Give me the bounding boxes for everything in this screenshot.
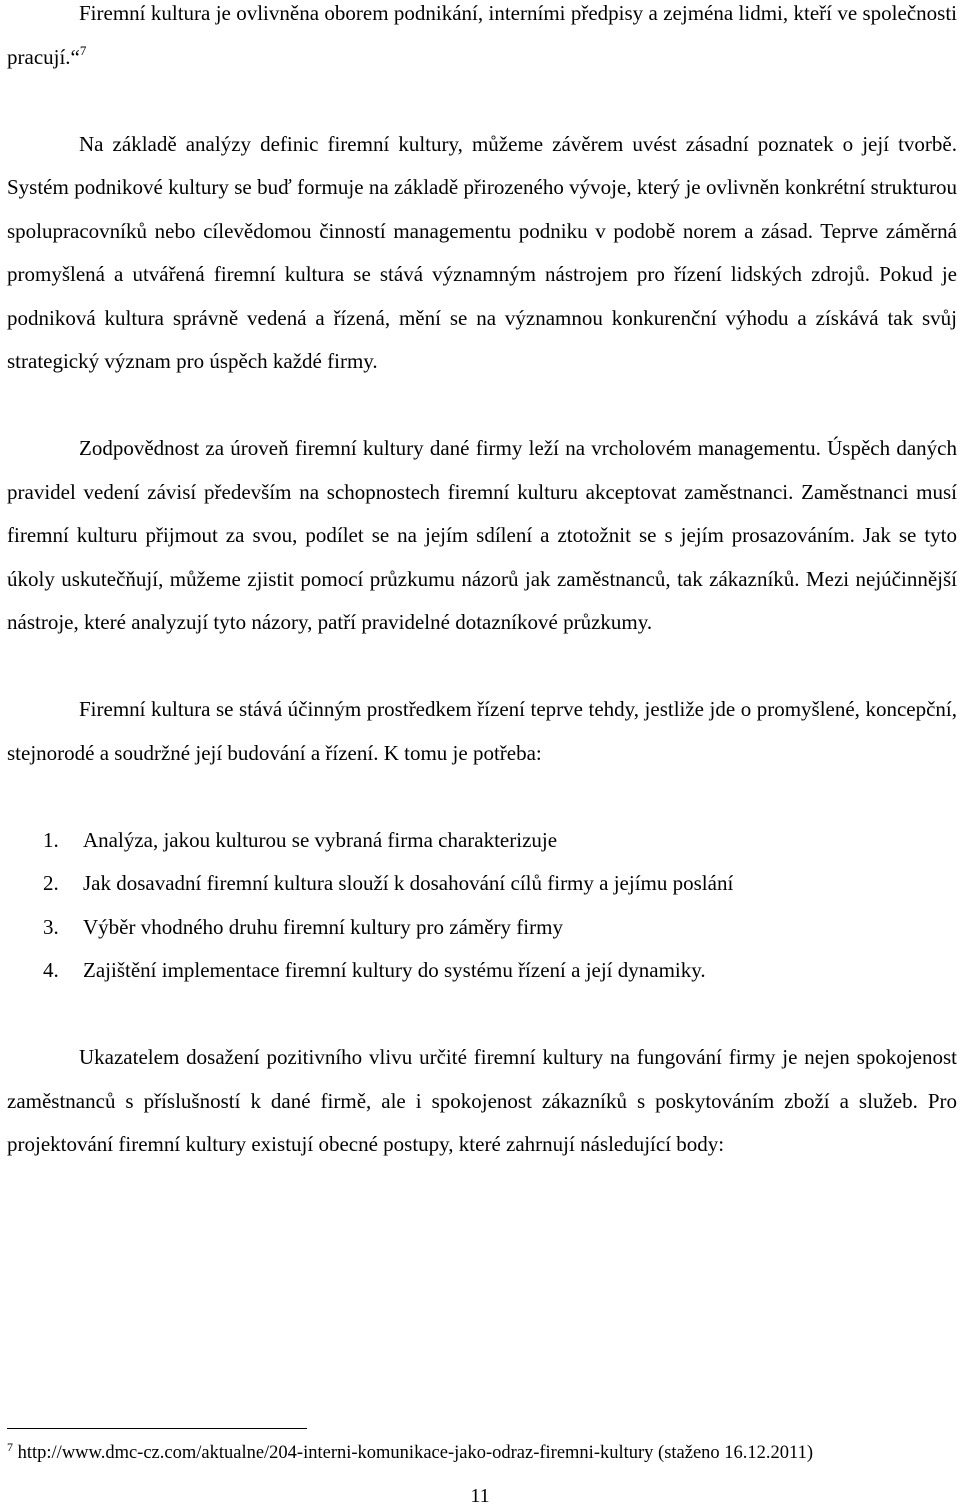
list-item-text: Jak dosavadní firemní kultura slouží k dosahování cílů firmy a jejímu poslání — [83, 871, 734, 895]
list-item-text: Výběr vhodného druhu firemní kultury pro záměry firmy — [83, 914, 563, 939]
paragraph-3: Zodpovědnost za úroveň firemní kultury dané firmy leží na vrcholovém managementu. Úspěch daných pravidel vedení závisí především na schopnostech firemní kulturu akceptovat zaměstnanci. Zaměstnanci musí firemní kulturu přijmout za svou, podílet se na jejím sdílení a ztotožnit se s jejím prosazováním. Jak se tyto úkoly uskutečňují, můžeme zjistit pomocí průzkumu názorů jak zaměstnanců, tak zákazníků. Mezi nejúčinnější nástroje, které analyzují tyto názory, patří pravidelné dotazníkové průzkumy. — [7, 436, 957, 634]
footnote-separator — [7, 1428, 307, 1429]
paragraph-1-text: Firemní kultura je ovlivněna oborem podnikání, interními předpisy a zejména lidmi, kteří ve společnosti pracují.“ — [7, 1, 957, 69]
list-item — [7, 819, 957, 863]
list-item-number: 2. — [43, 871, 59, 895]
paragraph-spacer — [7, 79, 957, 123]
paragraph-2: Na základě analýzy definic firemní kultury, můžeme závěrem uvést zásadní poznatek o její tvorbě. Systém podnikové kultury se buď formuje na základě přirozeného vývoje, který je ovlivněn konkrétní strukturou spolupracovníků nebo cílevědomou činností managementu podniku v podobě norem a zásad. Teprve záměrná promyšlená a utvářená firemní kultura se stává významným nástrojem pro řízení lidských zdrojů. Pokud je podniková kultura správně vedená a řízená, mění se na významnou konkurenční výhodu a získává tak svůj strategický význam pro úspěch každé firmy. — [7, 131, 957, 373]
list-item — [7, 949, 957, 993]
list-item-text: Zajištění implementace firemní kultury do systému řízení a její dynamiky. — [83, 958, 706, 982]
numbered-list — [7, 819, 957, 993]
list-item-number: 1. — [43, 827, 59, 852]
footnote-marker: 7 — [7, 1440, 13, 1454]
paragraph-spacer — [7, 775, 957, 819]
paragraph-spacer — [7, 384, 957, 428]
list-item — [7, 862, 957, 906]
list-item-text: Analýza, jakou kulturou se vybraná firma charakterizuje — [83, 827, 558, 852]
footnote-text: http://www.dmc-cz.com/aktualne/204-interni-komunikace-jako-odraz-firemni-kultury (staženo 16.12.2011) — [17, 1443, 814, 1463]
paragraph-1 — [7, 0, 957, 79]
list-item-number: 3. — [43, 914, 59, 939]
paragraph-spacer — [7, 993, 957, 1037]
list-item-number: 4. — [43, 958, 59, 982]
paragraph-4: Firemní kultura se stává účinným prostředkem řízení teprve tehdy, jestliže jde o promyšlené, koncepční, stejnorodé a soudržné její budování a řízení. K tomu je potřeba: — [7, 697, 957, 765]
page-number: 11 — [470, 1485, 490, 1507]
document-page — [7, 0, 957, 1167]
footnote — [7, 1441, 813, 1465]
list-item — [7, 906, 957, 950]
paragraph-5: Ukazatelem dosažení pozitivního vlivu určité firemní kultury na fungování firmy je nejen spokojenost zaměstnanců s příslušností k dané firmě, ale i spokojenost zákazníků s poskytováním zboží a služeb. Pro projektování firemní kultury existují obecné postupy, které zahrnují následující body: — [7, 1045, 957, 1156]
footnote-reference: 7 — [79, 42, 87, 58]
paragraph-spacer — [7, 645, 957, 689]
